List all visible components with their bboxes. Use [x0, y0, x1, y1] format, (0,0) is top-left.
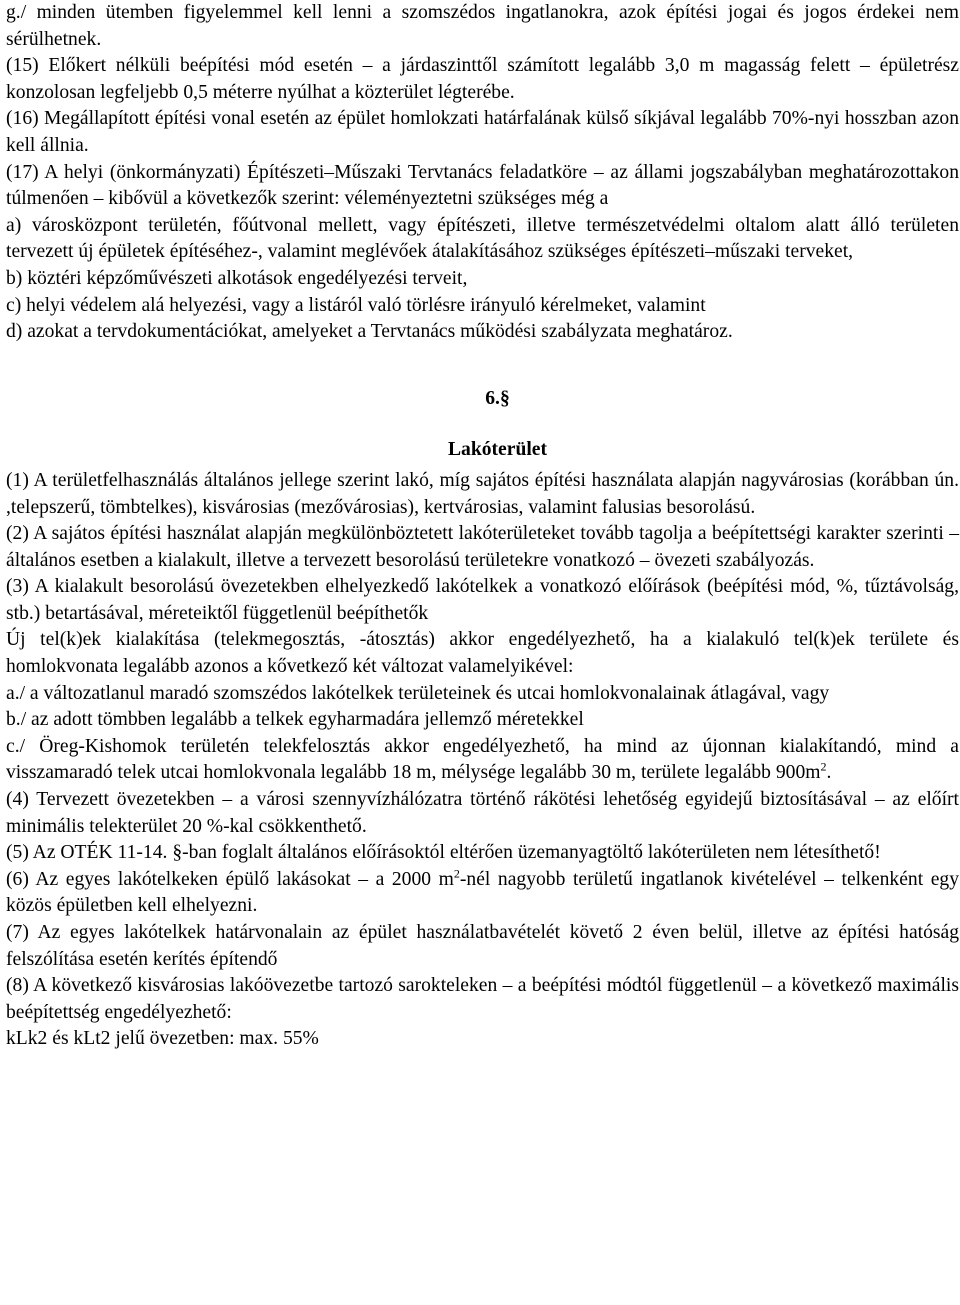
paragraph-6-end: -nél nagyobb területű ingatlanok kivételével – telkenként egy közös épületben kell elhelyezni.	[6, 868, 960, 917]
section6-paragraph-3-c	[6, 734, 959, 787]
section-title: Lakóterület	[447, 439, 548, 461]
section-spacer	[6, 346, 959, 386]
paragraph-17-b: b) köztéri képzőművészeti alkotások engedélyezési terveit,	[6, 267, 468, 289]
item-g-paragraph: g./ minden ütemben figyelemmel kell lenni a szomszédos ingatlanokra, azok építési jogai és jogos érdekei nem sérülhetnek.	[6, 2, 959, 50]
section6-paragraph-3-a: a./ a változatlanul maradó szomszédos lakótelkek területeinek és utcai homlokvonalainak átlagával, vagy	[6, 682, 830, 704]
document-page	[6, 0, 959, 1053]
paragraph-17-d: d) azokat a tervdokumentációkat, amelyeket a Tervtanács működési szabályzata meghatároz.	[6, 321, 733, 343]
section6-paragraph-3: (3) A kialakult besorolású övezetekben elhelyezkedő lakótelkek a vonatkozó előírások (beépítési mód, %, tűztávolság, stb.) betartásával, méreteiktől függetlenül beépíthetők	[6, 576, 959, 624]
section6-paragraph-4: (4) Tervezett övezetekben – a városi szennyvízhálózatra történő rákötési lehetőség egyidejű biztosításával – az előírt minimális telekterület 20 %-kal csökkenthető.	[6, 789, 959, 837]
paragraph-17-a: a) városközpont területén, főútvonal mellett, vagy építészeti, illetve természetvédelmi oltalom alatt álló területen tervezett új épületek építéséhez-, valamint meglévőek átalakításához szükséges építészeti–műszaki terveket,	[6, 214, 959, 263]
section-number: 6.§	[485, 387, 510, 409]
section6-paragraph-5: (5) Az OTÉK 11-14. §-ban foglalt általános előírásoktól eltérően üzemanyagtöltő lakóterületen nem létesíthető!	[6, 842, 881, 864]
paragraph-3-c-end: .	[826, 762, 832, 784]
section6-paragraph-1: (1) A területfelhasználás általános jellege szerint lakó, míg sajátos építési használata alapján nagyvárosias (korábban ún. ,telepszerű, tömbtelkes), kisvárosias (mezővárosias), kertvárosias, valamint falusias besorolású.	[6, 469, 959, 518]
section6-paragraph-7: (7) Az egyes lakótelkek határvonalain az épület használatbavételét követő 2 éven belül, illetve az építési hatóság felszólítása esetén kerítés építendő	[6, 922, 959, 970]
paragraph-16: (16) Megállapított építési vonal esetén az épület homlokzati határfalának külső síkjával legalább 70%-nyi hosszban azon kell állnia.	[6, 108, 959, 156]
section6-paragraph-8-zone-limit: kLk2 és kLt2 jelű övezetben: max. 55%	[6, 1028, 319, 1050]
paragraph-17: (17) A helyi (önkormányzati) Építészeti–Műszaki Tervtanács feladatköre – az állami jogszabályban meghatározottakon túlmenően – kibővül a következők szerint: véleményeztetni szükséges még a	[6, 161, 959, 210]
paragraph-6-text: (6) Az egyes lakótelkeken épülő lakásokat – a 2000 m	[6, 868, 454, 890]
section6-paragraph-8: (8) A következő kisvárosias lakóövezetbe tartozó sarokteleken – a beépítési módtól függetlenül – a következő maximális beépítettség engedélyezhető:	[6, 975, 959, 1023]
superscript-2: 2	[453, 866, 460, 881]
paragraph-15: (15) Előkert nélküli beépítési mód esetén – a járdaszinttől számított legalább 3,0 m magasság felett – épületrész konzolosan legfeljebb 0,5 méterre nyúlhat a közterület légterébe.	[6, 55, 959, 103]
section6-paragraph-3-b: b./ az adott tömbben legalább a telkek egyharmadára jellemző méretekkel	[6, 709, 584, 731]
paragraph-17-c: c) helyi védelem alá helyezési, vagy a listáról való törlésre irányuló kérelmeket, valamint	[6, 294, 706, 316]
section6-paragraph-3-new-plots: Új tel(k)ek kialakítása (telekmegosztás, -átosztás) akkor engedélyezhető, ha a kialakuló tel(k)ek területe és homlokvonata legalább azonos a kővetkező két változat valamelyikével:	[6, 629, 959, 678]
section6-paragraph-6	[6, 867, 959, 920]
paragraph-3-c-text: c./ Öreg-Kishomok területén telekfelosztás akkor engedélyezhető, ha mind az újonnan kialakítandó, mind a visszamaradó telek utcai homlokvonala legalább 18 m, mélysége legalább 30 m, területe legalább 900m	[6, 735, 959, 784]
section6-paragraph-2: (2) A sajátos építési használat alapján megkülönböztetett lakóterületeket tovább tagolja a beépítettségi karakter szerinti – általános esetben a kialakult, illetve a tervezett besorolású területekre vonatkozó – övezeti szabályozás.	[6, 523, 959, 571]
superscript-2: 2	[820, 759, 827, 774]
